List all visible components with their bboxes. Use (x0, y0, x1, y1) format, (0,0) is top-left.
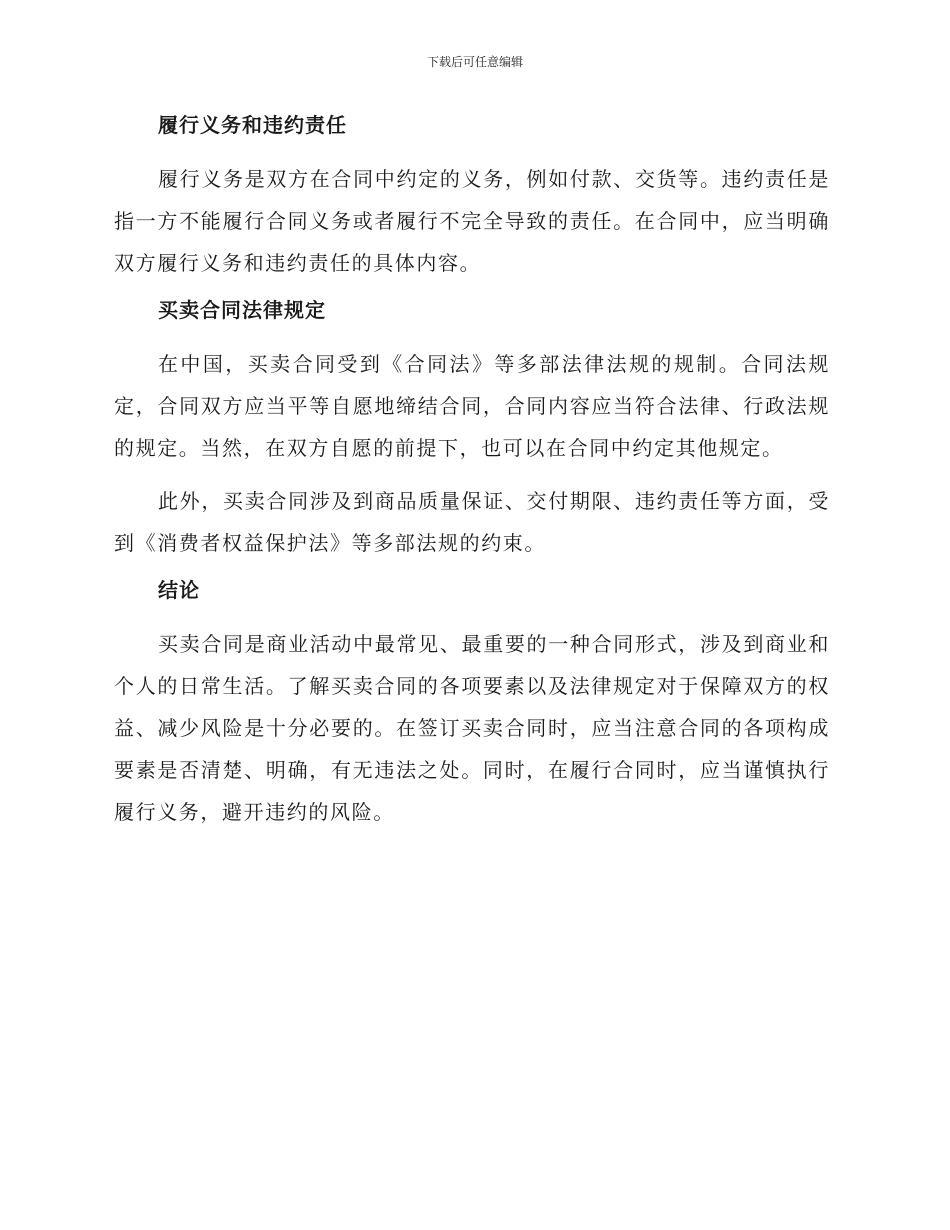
section-heading: 买卖合同法律规定 (158, 298, 326, 322)
section-obligations-liability (114, 110, 830, 284)
section-conclusion (114, 575, 830, 833)
section-heading: 结论 (158, 578, 200, 602)
section-heading: 履行义务和违约责任 (158, 113, 347, 137)
section-legal-provisions (114, 295, 830, 564)
page-header-note: 下载后可任意编辑 (426, 55, 523, 69)
paragraph: 买卖合同是商业活动中最常见、最重要的一种合同形式，涉及到商业和个人的日常生活。了解买卖合同的各项要素以及法律规定对于保障双方的权益、减少风险是十分必要的。在签订买卖合同时，应当注意合同的各项构成要素是否清楚、明确，有无违法之处。同时，在履行合同时，应当谨慎执行履行义务，避开违约的风险。 (114, 632, 830, 824)
paragraph: 履行义务是双方在合同中约定的义务，例如付款、交货等。违约责任是指一方不能履行合同义务或者履行不完全导致的责任。在合同中，应当明确双方履行义务和违约责任的具体内容。 (114, 167, 830, 275)
paragraph: 在中国，买卖合同受到《合同法》等多部法律法规的规制。合同法规定，合同双方应当平等自愿地缔结合同，合同内容应当符合法律、行政法规的规定。当然，在双方自愿的前提下，也可以在合同中约定其他规定。 (114, 352, 830, 460)
document-body (114, 110, 830, 844)
paragraph: 此外，买卖合同涉及到商品质量保证、交付期限、违约责任等方面，受到《消费者权益保护法》等多部法规的约束。 (114, 489, 830, 555)
